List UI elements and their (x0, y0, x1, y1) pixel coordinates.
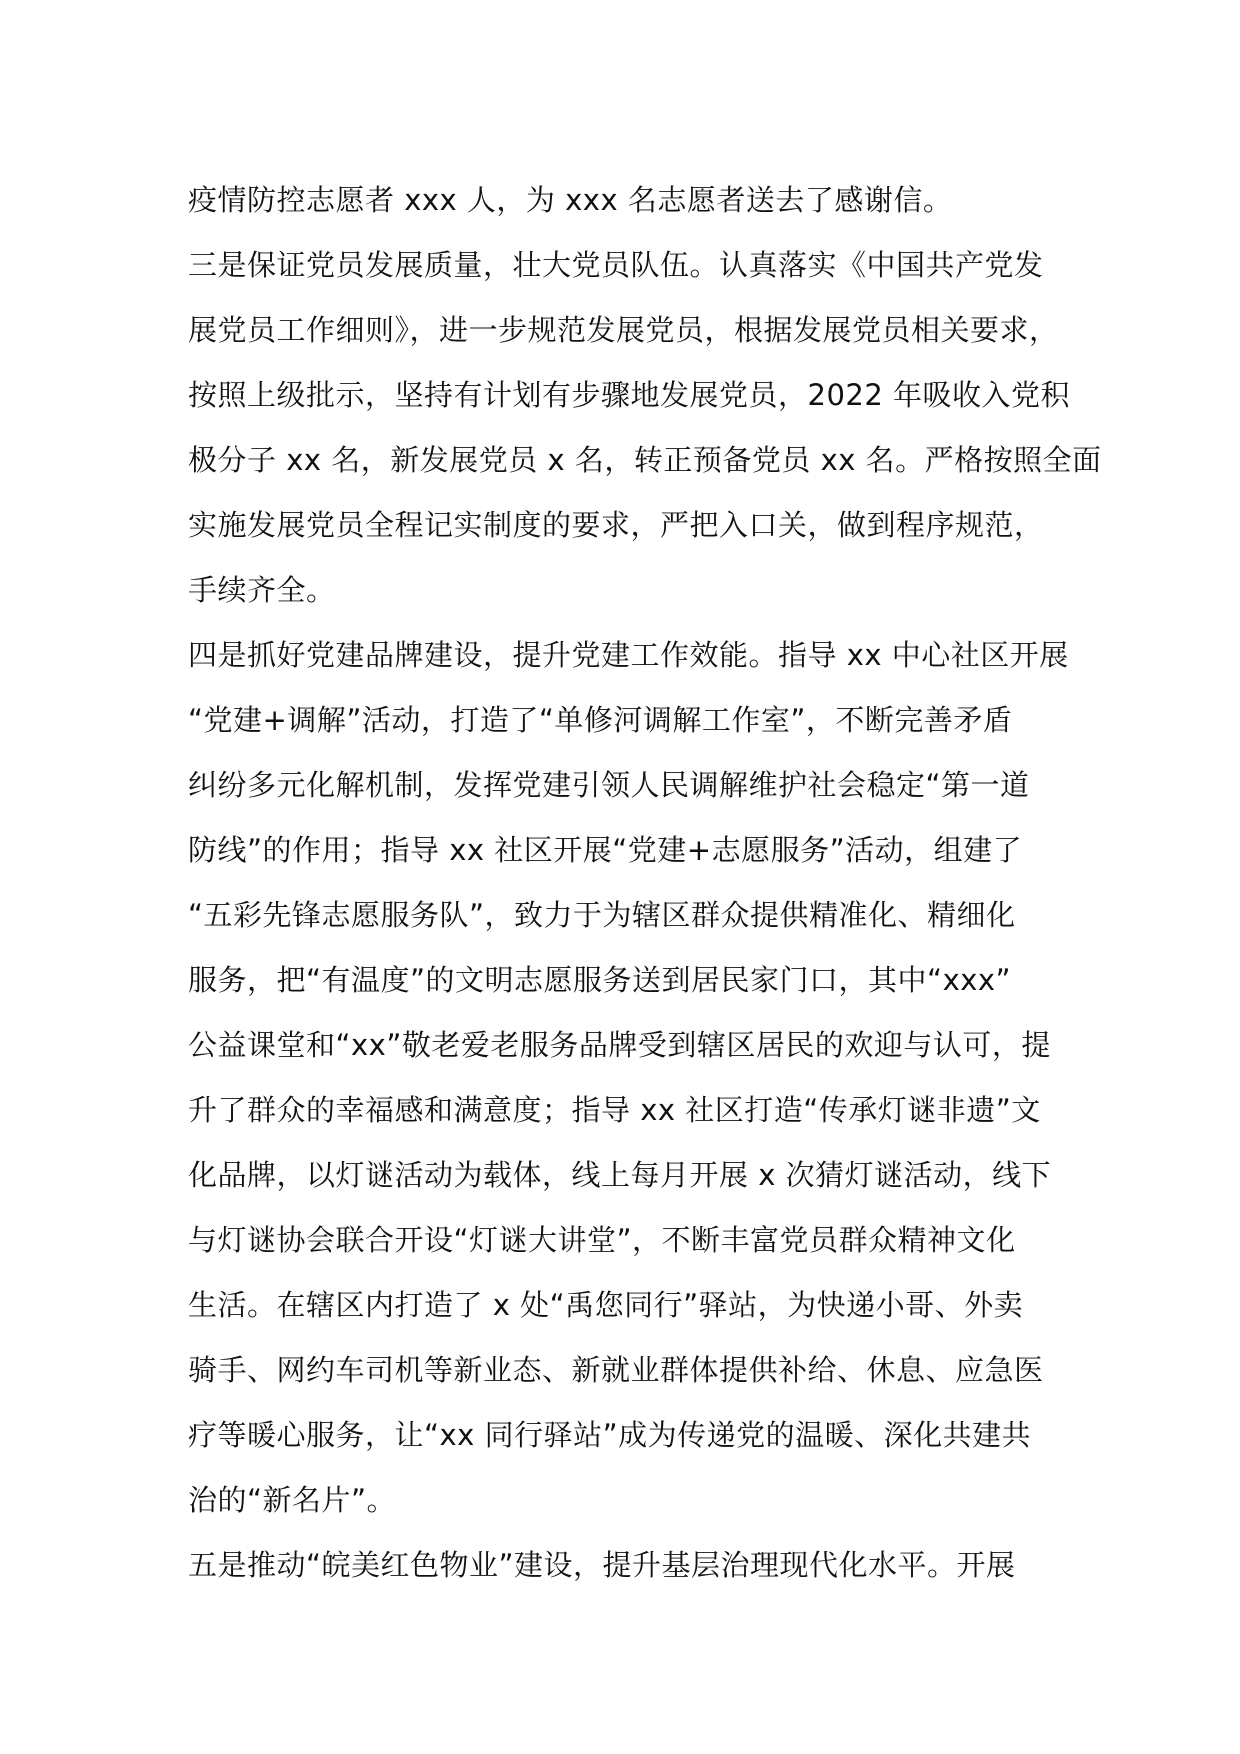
text-line: 三是保证党员发展质量，壮大党员队伍。认真落实《中国共产党发 (188, 248, 1044, 282)
text-line: 生活。在辖区内打造了 x 处“禹您同行”驿站，为快递小哥、外卖 (188, 1288, 1024, 1322)
text-line: 按照上级批示，坚持有计划有步骤地发展党员，2022 年吸收入党积 (188, 378, 1071, 412)
text-line: “五彩先锋志愿服务队”，致力于为辖区群众提供精准化、精细化 (188, 898, 1016, 932)
text-line: 实施发展党员全程记实制度的要求，严把入口关，做到程序规范， (188, 508, 1044, 542)
text-line: 治的“新名片”。 (188, 1483, 397, 1517)
text-line: 四是抓好党建品牌建设，提升党建工作效能。指导 xx 中心社区开展 (188, 638, 1069, 672)
text-line: 手续齐全。 (188, 573, 336, 607)
text-line: 疫情防控志愿者 xxx 人，为 xxx 名志愿者送去了感谢信。 (188, 183, 953, 217)
text-line: 纠纷多元化解机制，发挥党建引领人民调解维护社会稳定“第一道 (188, 768, 1030, 802)
text-line: 升了群众的幸福感和满意度；指导 xx 社区打造“传承灯谜非遗”文 (188, 1093, 1041, 1127)
text-line: 五是推动“皖美红色物业”建设，提升基层治理现代化水平。开展 (188, 1548, 1016, 1582)
text-line: 展党员工作细则》，进一步规范发展党员，根据发展党员相关要求， (188, 313, 1059, 347)
text-line: 疗等暖心服务，让“xx 同行驿站”成为传递党的温暖、深化共建共 (188, 1418, 1032, 1452)
text-line: 公益课堂和“xx”敬老爱老服务品牌受到辖区居民的欢迎与认可，提 (188, 1028, 1051, 1062)
text-line: 化品牌，以灯谜活动为载体，线上每月开展 x 次猜灯谜活动，线下 (188, 1158, 1052, 1192)
body-text (188, 168, 1102, 1598)
text-line: 服务，把“有温度”的文明志愿服务送到居民家门口，其中“xxx” (188, 963, 1012, 997)
text-line: 极分子 xx 名，新发展党员 x 名，转正预备党员 xx 名。严格按照全面 (188, 443, 1102, 477)
text-line: 骑手、网约车司机等新业态、新就业群体提供补给、休息、应急医 (188, 1353, 1044, 1387)
text-line: “党建+调解”活动，打造了“单修河调解工作室”，不断完善矛盾 (188, 703, 1013, 737)
text-line: 与灯谜协会联合开设“灯谜大讲堂”，不断丰富党员群众精神文化 (188, 1223, 1016, 1257)
text-line: 防线”的作用；指导 xx 社区开展“党建+志愿服务”活动，组建了 (188, 833, 1023, 867)
